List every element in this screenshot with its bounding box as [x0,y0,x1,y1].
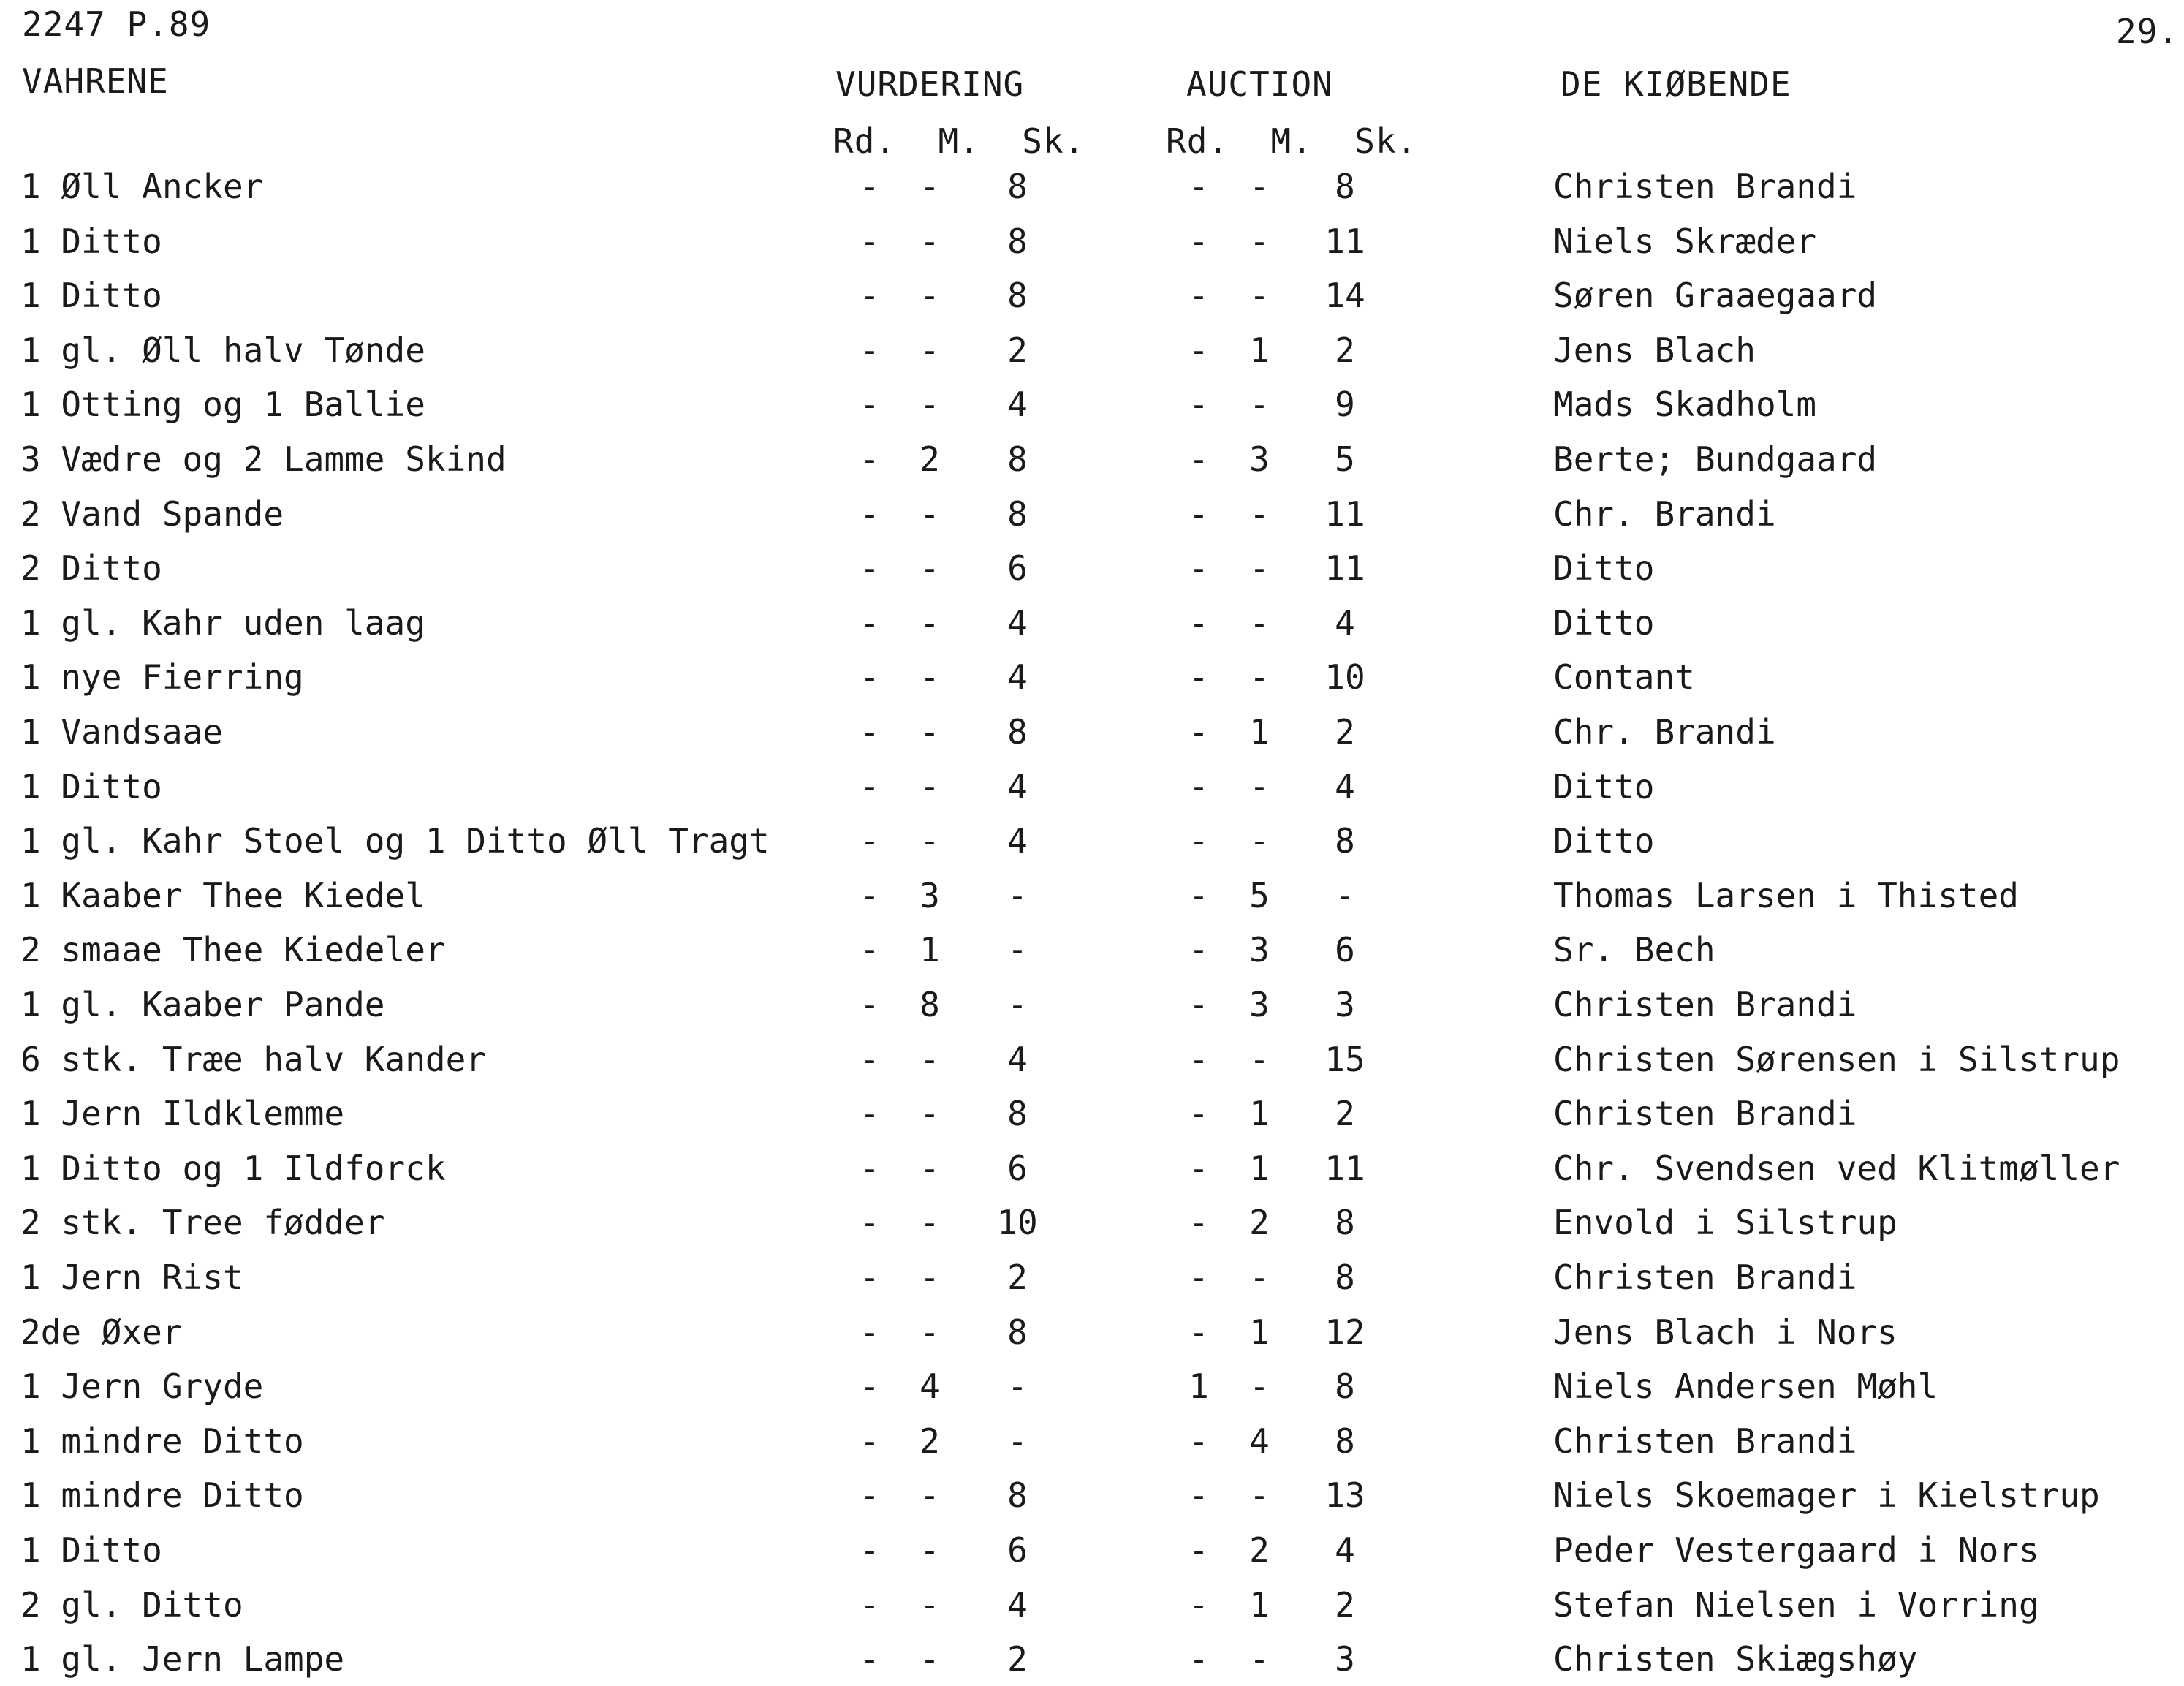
auction-sk: 11 [1324,222,1365,261]
table-row [0,1475,2184,1522]
item-name: 2 gl. Ditto [20,1585,243,1625]
auction-rd: - [1188,876,1209,915]
valuation-rd: - [860,1258,880,1297]
auction-m: - [1249,1040,1270,1079]
auction-m: - [1249,1475,1270,1515]
table-row [0,167,2184,213]
page-number: 29. [2116,12,2180,51]
valuation-rd: - [860,1040,880,1079]
item-name: 2 Vand Spande [20,494,284,534]
auction-sk: 13 [1324,1475,1365,1515]
valuation-sk: 8 [1007,167,1028,206]
item-name: 2 stk. Tree fødder [20,1203,385,1242]
buyer-name: Peder Vestergaard i Nors [1553,1530,2039,1570]
auction-rd: - [1188,712,1209,752]
auction-m: - [1249,548,1270,588]
auction-rd: - [1188,985,1209,1024]
buyer-name: Christen Brandi [1553,985,1857,1024]
auction-m: - [1249,1258,1270,1297]
valuation-rd: - [860,1530,880,1570]
buyer-name: Christen Brandi [1553,167,1857,206]
valuation-rd: - [860,276,880,315]
auction-m: 3 [1249,985,1270,1024]
auction-rd: - [1188,603,1209,643]
valuation-sk: 4 [1007,1585,1028,1625]
auction-rd: - [1188,222,1209,261]
item-name: 1 Ditto [20,1530,162,1570]
valuation-m: - [920,1258,940,1297]
item-name: 1 Kaaber Thee Kiedel [20,876,425,915]
table-row [0,1530,2184,1577]
valuation-sk: 8 [1007,222,1028,261]
valuation-rd: - [860,1585,880,1625]
valuation-sk: 4 [1007,603,1028,643]
items-heading: VAHRENE [22,61,169,101]
auction-sk: 11 [1324,494,1365,534]
buyer-name: Christen Skiægshøy [1553,1639,1918,1679]
valuation-sk: 8 [1007,439,1028,479]
auction-m: 5 [1249,876,1270,915]
valuation-m: - [920,657,940,697]
auction-sk: 3 [1335,985,1355,1024]
valuation-rd: - [860,767,880,806]
auction-m: 2 [1249,1203,1270,1242]
auction-rd: - [1188,1421,1209,1461]
valuation-rd: - [860,930,880,969]
auction-sk: 8 [1335,1203,1355,1242]
valuation-m: 1 [920,930,940,969]
valuation-rd: - [860,1475,880,1515]
auction-sk: - [1335,876,1355,915]
valuation-sk: 4 [1007,767,1028,806]
item-name: 2de Øxer [20,1312,183,1352]
auction-m: - [1249,276,1270,315]
auction-m: 4 [1249,1421,1270,1461]
table-row [0,548,2184,595]
table-row [0,712,2184,759]
auction-rd: - [1188,1040,1209,1079]
auction-sk: 2 [1335,330,1355,370]
auction-m: - [1249,222,1270,261]
auction-rd: - [1188,657,1209,697]
valuation-sk: - [1007,985,1028,1024]
valuation-m: - [920,1312,940,1352]
table-row [0,1312,2184,1359]
item-name: 1 Ditto [20,767,162,806]
item-name: 1 Jern Ildklemme [20,1094,345,1133]
buyer-name: Ditto [1553,603,1655,643]
buyer-name: Ditto [1553,548,1655,588]
auction-m: 3 [1249,930,1270,969]
buyer-name: Ditto [1553,767,1655,806]
valuation-m: - [920,548,940,588]
auction-m: 1 [1249,712,1270,752]
table-row [0,1260,2184,1304]
auction-units-header: Rd. M. Sk. [1166,121,1418,161]
item-name: 2 Ditto [20,548,162,588]
item-name: 1 gl. Kahr Stoel og 1 Ditto Øll Tragt [20,821,770,861]
valuation-rd: - [860,1094,880,1133]
auction-heading: AUCTION [1186,64,1333,104]
auction-rd: - [1188,767,1209,806]
table-row [0,876,2184,923]
buyer-name: Contant [1553,657,1695,697]
valuation-sk: 10 [997,1203,1038,1242]
buyer-name: Chr. Brandi [1553,494,1776,534]
auction-sk: 11 [1324,548,1365,588]
buyer-name: Chr. Brandi [1553,712,1776,752]
valuation-m: - [920,167,940,206]
valuation-rd: - [860,1366,880,1406]
auction-sk: 8 [1335,821,1355,861]
auction-sk: 2 [1335,1094,1355,1133]
valuation-sk: 6 [1007,1149,1028,1188]
auction-sk: 8 [1335,1258,1355,1297]
valuation-sk: 4 [1007,657,1028,697]
auction-rd: - [1188,1203,1209,1242]
valuation-rd: - [860,876,880,915]
valuation-sk: 6 [1007,548,1028,588]
buyer-name: Christen Brandi [1553,1421,1857,1461]
buyer-name: Søren Graaegaard [1553,276,1878,315]
valuation-m: - [920,276,940,315]
valuation-sk: 8 [1007,1475,1028,1515]
auction-sk: 14 [1324,276,1365,315]
auction-rd: - [1188,821,1209,861]
valuation-m: 4 [920,1366,940,1406]
valuation-m: 3 [920,876,940,915]
auction-sk: 8 [1335,167,1355,206]
valuation-sk: 2 [1007,1258,1028,1297]
valuation-sk: - [1007,930,1028,969]
valuation-m: - [920,494,940,534]
item-name: 1 gl. Kahr uden laag [20,603,425,643]
valuation-rd: - [860,712,880,752]
valuation-m: - [920,821,940,861]
buyer-name: Thomas Larsen i Thisted [1553,876,2019,915]
auction-rd: - [1188,1094,1209,1133]
table-row [0,385,2184,431]
item-name: 1 mindre Ditto [20,1421,304,1461]
valuation-sk: 8 [1007,1312,1028,1352]
auction-rd: - [1188,385,1209,424]
valuation-m: - [920,603,940,643]
auction-sk: 2 [1335,712,1355,752]
valuation-sk: 4 [1007,821,1028,861]
valuation-m: - [920,1530,940,1570]
valuation-rd: - [860,330,880,370]
auction-m: - [1249,1639,1270,1679]
item-name: 1 Vandsaae [20,712,223,752]
valuation-rd: - [860,603,880,643]
valuation-rd: - [860,494,880,534]
valuation-m: 2 [920,1421,940,1461]
buyer-name: Chr. Svendsen ved Klitmøller [1553,1149,2120,1188]
valuation-rd: - [860,1203,880,1242]
buyer-name: Envold i Silstrup [1553,1203,1897,1242]
item-name: 1 gl. Jern Lampe [20,1639,345,1679]
table-row [0,657,2184,704]
table-row [0,330,2184,377]
table-row [0,224,2184,268]
buyer-name: Jens Blach [1553,330,1756,370]
auction-sk: 8 [1335,1421,1355,1461]
item-name: 1 mindre Ditto [20,1475,304,1515]
auction-m: - [1249,385,1270,424]
buyer-name: Niels Skræder [1553,222,1817,261]
auction-sk: 8 [1335,1366,1355,1406]
valuation-rd: - [860,439,880,479]
auction-m: 1 [1249,330,1270,370]
valuation-heading: VURDERING [835,64,1025,104]
auction-sk: 3 [1335,1639,1355,1679]
auction-rd: - [1188,1149,1209,1188]
valuation-sk: 8 [1007,712,1028,752]
auction-rd: - [1188,494,1209,534]
auction-rd: - [1188,548,1209,588]
table-row [0,1366,2184,1413]
valuation-m: - [920,330,940,370]
item-name: 1 Jern Rist [20,1258,243,1297]
valuation-m: - [920,1475,940,1515]
item-name: 1 Ditto [20,276,162,315]
auction-rd: 1 [1188,1366,1209,1406]
valuation-sk: 6 [1007,1530,1028,1570]
table-row [0,985,2184,1032]
auction-sk: 4 [1335,1530,1355,1570]
auction-m: - [1249,603,1270,643]
table-row [0,1421,2184,1468]
auction-m: - [1249,167,1270,206]
table-row [0,1040,2184,1086]
auction-m: - [1249,821,1270,861]
valuation-sk: - [1007,1421,1028,1461]
auction-m: 1 [1249,1149,1270,1188]
valuation-m: - [920,1639,940,1679]
auction-sk: 6 [1335,930,1355,969]
valuation-m: - [920,385,940,424]
valuation-sk: - [1007,1366,1028,1406]
buyer-name: Christen Brandi [1553,1094,1857,1133]
auction-m: - [1249,1366,1270,1406]
valuation-sk: 2 [1007,330,1028,370]
table-row [0,1203,2184,1250]
valuation-m: - [920,1040,940,1079]
valuation-rd: - [860,1639,880,1679]
buyer-name: Niels Andersen Møhl [1553,1366,1938,1406]
auction-sk: 4 [1335,603,1355,643]
item-name: 1 Otting og 1 Ballie [20,385,425,424]
auction-sk: 5 [1335,439,1355,479]
buyer-name: Stefan Nielsen i Vorring [1553,1585,2039,1625]
auction-sk: 11 [1324,1149,1365,1188]
valuation-m: - [920,767,940,806]
auction-m: 3 [1249,439,1270,479]
auction-rd: - [1188,1258,1209,1297]
buyers-heading: DE KIØBENDE [1561,64,1791,104]
valuation-rd: - [860,167,880,206]
item-name: 2 smaae Thee Kiedeler [20,930,446,969]
buyer-name: Niels Skoemager i Kielstrup [1553,1475,2100,1515]
buyer-name: Christen Brandi [1553,1258,1857,1297]
table-row [0,1639,2184,1686]
valuation-sk: - [1007,876,1028,915]
valuation-rd: - [860,222,880,261]
valuation-units-header: Rd. M. Sk. [833,121,1085,161]
table-row [0,494,2184,541]
auction-rd: - [1188,1530,1209,1570]
table-row [0,439,2184,486]
buyer-name: Berte; Bundgaard [1553,439,1878,479]
valuation-m: - [920,1094,940,1133]
table-row [0,1094,2184,1141]
auction-sk: 9 [1335,385,1355,424]
valuation-rd: - [860,985,880,1024]
auction-m: 1 [1249,1585,1270,1625]
valuation-rd: - [860,821,880,861]
valuation-m: - [920,222,940,261]
table-row [0,276,2184,322]
table-row [0,821,2184,868]
item-name: 1 Øll Ancker [20,167,264,206]
auction-rd: - [1188,1585,1209,1625]
buyer-name: Christen Sørensen i Silstrup [1553,1040,2120,1079]
valuation-rd: - [860,548,880,588]
valuation-m: - [920,1203,940,1242]
valuation-m: - [920,1149,940,1188]
buyer-name: Sr. Bech [1553,930,1715,969]
valuation-sk: 8 [1007,1094,1028,1133]
item-name: 1 gl. Kaaber Pande [20,985,385,1024]
auction-rd: - [1188,1639,1209,1679]
valuation-m: 8 [920,985,940,1024]
valuation-rd: - [860,1149,880,1188]
auction-rd: - [1188,167,1209,206]
valuation-rd: - [860,1312,880,1352]
auction-rd: - [1188,439,1209,479]
valuation-sk: 4 [1007,385,1028,424]
auction-rd: - [1188,276,1209,315]
auction-rd: - [1188,1475,1209,1515]
table-row [0,1149,2184,1195]
auction-sk: 10 [1324,657,1365,697]
table-row [0,767,2184,814]
auction-m: 1 [1249,1094,1270,1133]
valuation-rd: - [860,657,880,697]
table-row [0,1585,2184,1632]
auction-sk: 15 [1324,1040,1365,1079]
auction-m: - [1249,657,1270,697]
document-reference: 2247 P.89 [22,4,211,44]
valuation-sk: 2 [1007,1639,1028,1679]
valuation-rd: - [860,385,880,424]
item-name: 1 gl. Øll halv Tønde [20,330,425,370]
auction-m: - [1249,767,1270,806]
valuation-sk: 4 [1007,1040,1028,1079]
valuation-m: 2 [920,439,940,479]
auction-m: 1 [1249,1312,1270,1352]
buyer-name: Mads Skadholm [1553,385,1817,424]
valuation-sk: 8 [1007,276,1028,315]
auction-m: 2 [1249,1530,1270,1570]
buyer-name: Ditto [1553,821,1655,861]
auction-m: - [1249,494,1270,534]
item-name: 1 Jern Gryde [20,1366,264,1406]
valuation-sk: 8 [1007,494,1028,534]
auction-sk: 2 [1335,1585,1355,1625]
item-name: 1 Ditto og 1 Ildforck [20,1149,446,1188]
valuation-m: - [920,1585,940,1625]
valuation-rd: - [860,1421,880,1461]
valuation-m: - [920,712,940,752]
auction-rd: - [1188,1312,1209,1352]
auction-rd: - [1188,930,1209,969]
auction-sk: 4 [1335,767,1355,806]
item-name: 1 Ditto [20,222,162,261]
item-name: 1 nye Fierring [20,657,304,697]
item-name: 3 Vædre og 2 Lamme Skind [20,439,507,479]
table-row [0,930,2184,977]
auction-sk: 12 [1324,1312,1365,1352]
buyer-name: Jens Blach i Nors [1553,1312,1897,1352]
table-row [0,603,2184,650]
auction-rd: - [1188,330,1209,370]
item-name: 6 stk. Træe halv Kander [20,1040,486,1079]
